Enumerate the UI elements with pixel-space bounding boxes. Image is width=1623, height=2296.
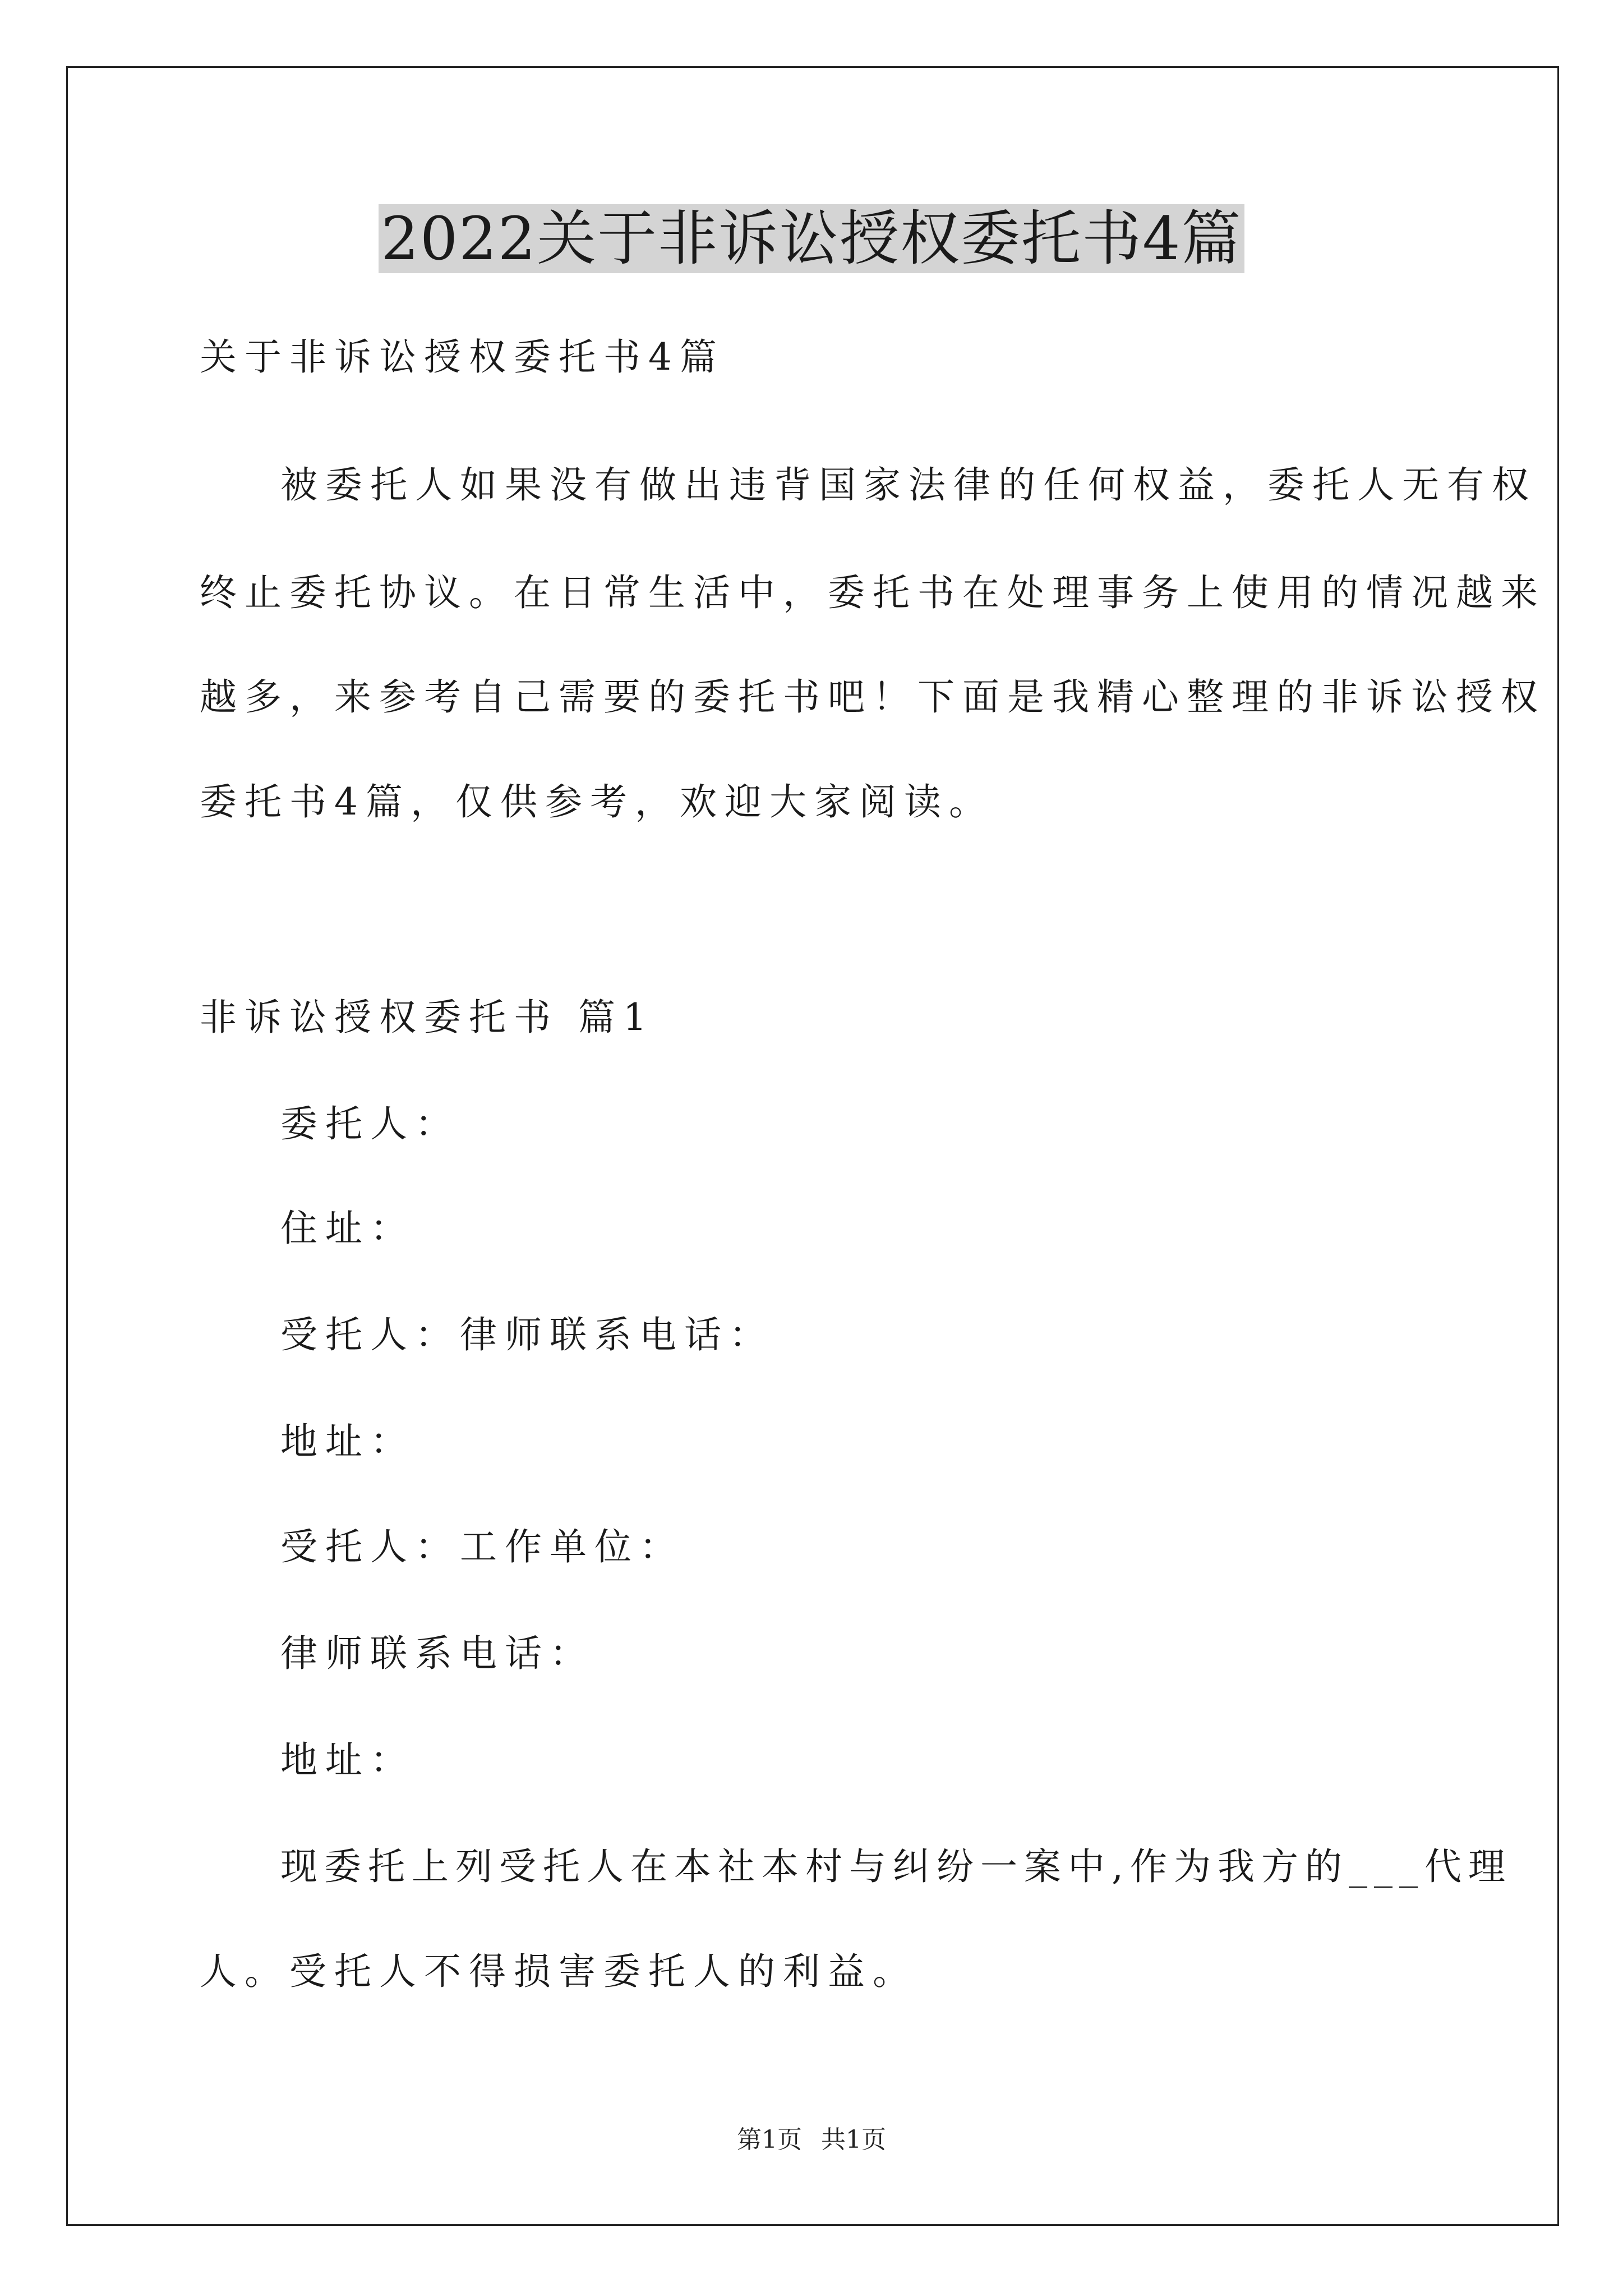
field-address: 地址： [280, 1420, 415, 1463]
intro-line: 越多，来参考自己需要的委托书吧！下面是我精心整理的非诉讼授权 [200, 675, 1546, 719]
body-line: 现委托上列受托人在本社本村与纠纷一案中,作为我方的___代理 [280, 1845, 1512, 1888]
intro-line: 委托书4篇，仅供参考，欢迎大家阅读。 [200, 780, 994, 823]
document-subtitle: 关于非诉讼授权委托书4篇 [200, 335, 725, 379]
field-address: 地址： [280, 1738, 415, 1782]
page-number-footer: 第1页 共1页 [737, 2125, 886, 2154]
document-title [0, 200, 1623, 278]
document-title-text: 2022关于非诉讼授权委托书4篇 [379, 204, 1244, 273]
field-address: 住址： [280, 1207, 415, 1250]
body-line: 人。受托人不得损害委托人的利益。 [200, 1950, 917, 1993]
field-principal: 委托人： [280, 1102, 460, 1145]
intro-line: 终止委托协议。在日常生活中，委托书在处理事务上使用的情况越来 [200, 571, 1546, 614]
intro-line: 被委托人如果没有做出违背国家法律的任何权益，委托人无有权 [280, 463, 1537, 507]
section-heading: 非诉讼授权委托书 篇1 [200, 996, 654, 1039]
field-agent-workplace: 受托人：工作单位： [280, 1525, 684, 1568]
field-lawyer-phone: 律师联系电话： [280, 1632, 594, 1675]
field-agent-lawyer-phone: 受托人：律师联系电话： [280, 1313, 774, 1356]
